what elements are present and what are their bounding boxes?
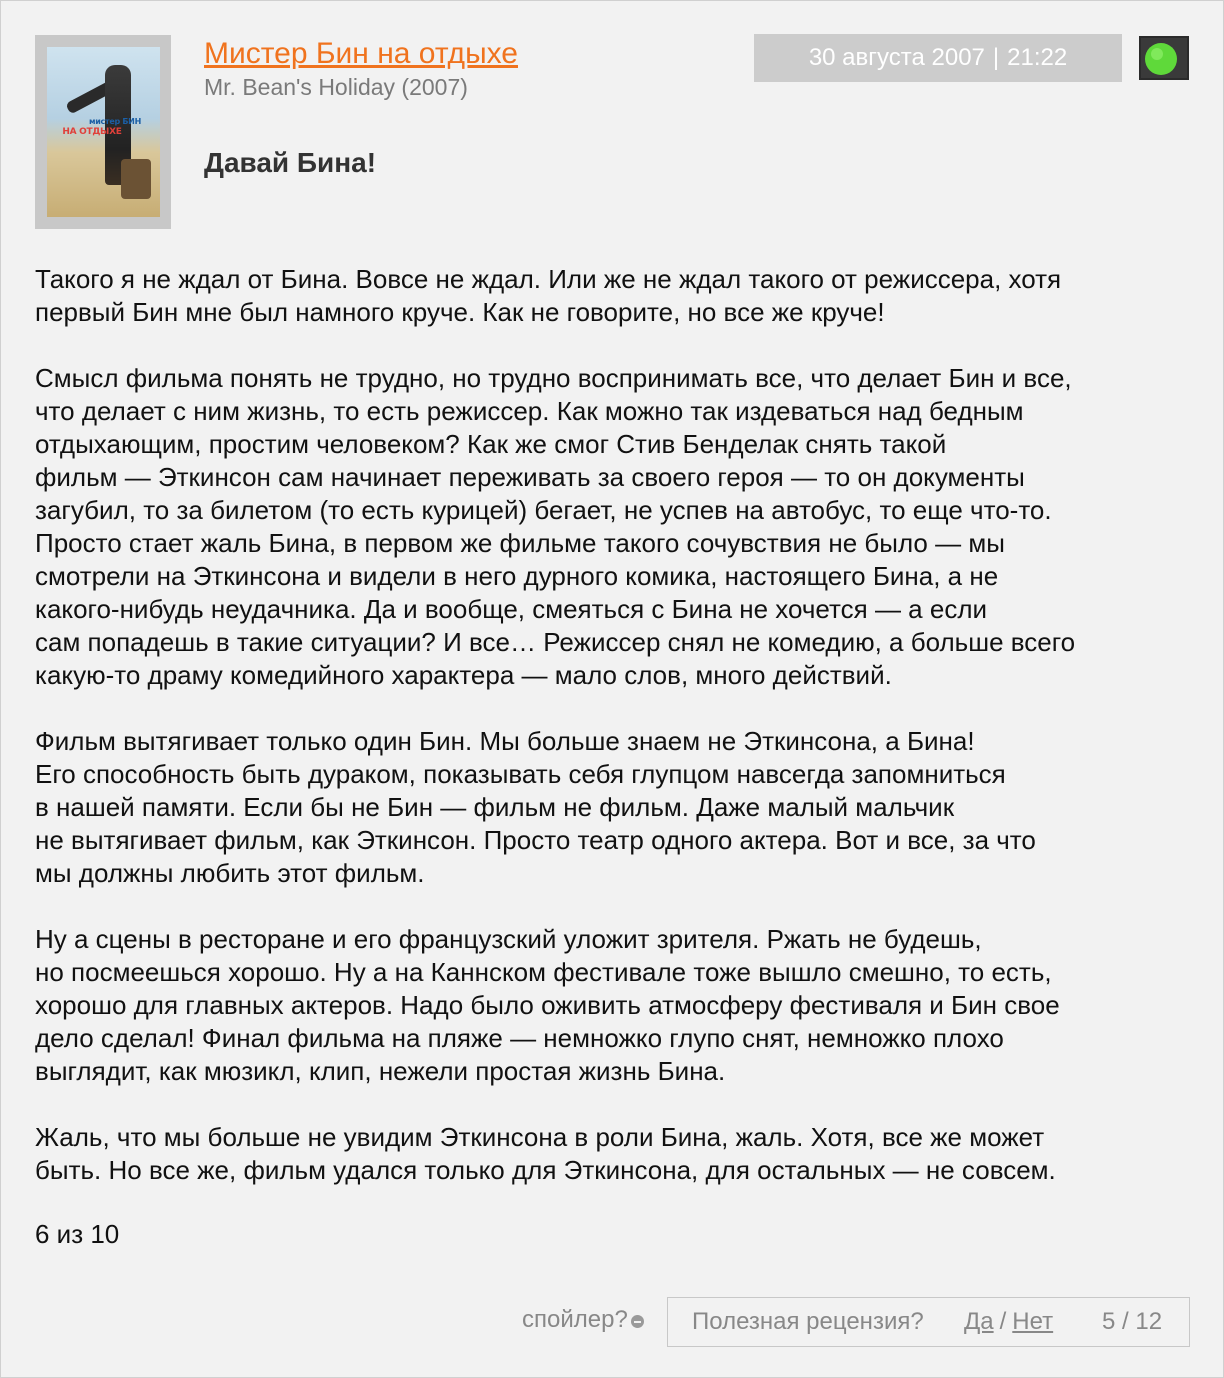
review-line: Фильм вытягивает только один Бин. Мы больше знаем не Эткинсона, а Бина! <box>35 726 975 756</box>
minus-circle-icon <box>631 1315 644 1328</box>
green-circle-icon <box>1139 36 1189 80</box>
review-line: какого-нибудь неудачника. Да и вообще, смеяться с Бина не хочется — а если <box>35 594 988 624</box>
review-line: какую-то драму комедийного характера — мало слов, много действий. <box>35 660 892 690</box>
useful-review-label: Полезная рецензия? <box>692 1308 924 1335</box>
review-line: Смысл фильма понять не трудно, но трудно воспринимать все, что делает Бин и все, <box>35 363 1072 393</box>
useful-review-box <box>667 1297 1190 1347</box>
review-paragraph <box>35 362 1195 692</box>
review-time: 21:22 <box>1007 44 1068 71</box>
review-paragraph <box>35 1121 1195 1187</box>
spoiler-label: спойлер? <box>522 1306 628 1333</box>
review-line: Просто стает жаль Бина, в первом же фильме такого сочувствия не было — мы <box>35 528 1005 558</box>
review-line: загубил, то за билетом (то есть курицей) бегает, не успев на автобус, то еще что-то. <box>35 495 1052 525</box>
review-line: фильм — Эткинсон сам начинает переживать за своего героя — то он документы <box>35 462 1025 492</box>
review-date: 30 августа 2007 <box>808 44 985 71</box>
review-line: что делает с ним жизнь, то есть режиссер. Как можно так издеваться над бедным <box>35 396 1024 426</box>
review-line: не вытягивает фильм, как Эткинсон. Просто театр одного актера. Вот и все, за что <box>35 825 1036 855</box>
datetime-separator: | <box>992 44 1000 71</box>
review-line: смотрели на Эткинсона и видели в него дурного комика, настоящего Бина, а не <box>35 561 999 591</box>
review-line: выглядит, как мюзикл, клип, нежели простая жизнь Бина. <box>35 1056 726 1086</box>
vote-score: 5 / 12 <box>1102 1308 1163 1335</box>
review-paragraph <box>35 923 1195 1088</box>
review-line: первый Бин мне был намного круче. Как не говорите, но все же круче! <box>35 297 885 327</box>
spoiler-toggle[interactable] <box>522 1306 644 1334</box>
review-rating: 6 из 10 <box>35 1219 120 1249</box>
review-paragraph <box>35 263 1195 329</box>
review-line: Ну а сцены в ресторане и его французский уложит зрителя. Ржать не будешь, <box>35 924 982 954</box>
vote-no-link[interactable]: Нет <box>1012 1308 1054 1335</box>
poster-image <box>47 47 160 217</box>
review-line: Такого я не ждал от Бина. Вовсе не ждал. Или же не ждал такого от режиссера, хотя <box>35 264 1062 294</box>
poster-title: НА ОТДЫХЕ <box>62 127 122 137</box>
movie-poster[interactable] <box>35 35 171 229</box>
review-paragraph <box>35 725 1195 890</box>
vote-separator: / <box>999 1308 1007 1335</box>
review-title: Давай Бина! <box>204 147 377 178</box>
review-line: дело сделал! Финал фильма на пляже — немножко глупо снят, немножко плохо <box>35 1023 1004 1053</box>
review-body <box>35 263 1195 1220</box>
vote-yes-link[interactable]: Да <box>964 1308 994 1335</box>
review-line: отдыхающим, простим человеком? Как же смог Стив Бенделак снять такой <box>35 429 947 459</box>
review-line: хорошо для главных актеров. Надо было оживить атмосферу фестиваля и Бин свое <box>35 990 1060 1020</box>
review-line: Жаль, что мы больше не увидим Эткинсона в роли Бина, жаль. Хотя, все же может <box>35 1122 1045 1152</box>
review-line: быть. Но все же, фильм удался только для Эткинсона, для остальных — не совсем. <box>35 1155 1056 1185</box>
original-title: Mr. Bean's Holiday (2007) <box>204 74 468 100</box>
vote-links <box>964 1298 1053 1346</box>
review-line: в нашей памяти. Если бы не Бин — фильм не фильм. Даже малый мальчик <box>35 792 955 822</box>
review-datetime <box>754 34 1122 82</box>
review-line: но посмеешься хорошо. Ну а на Каннском фестивале тоже вышло смешно, то есть, <box>35 957 1052 987</box>
review-line: мы должны любить этот фильм. <box>35 858 425 888</box>
movie-title-link[interactable]: Мистер Бин на отдыхе <box>204 37 518 70</box>
poster-suitcase <box>121 159 151 199</box>
review-line: сам попадешь в такие ситуации? И все… Режиссер снял не комедию, а больше всего <box>35 627 1076 657</box>
poster-title-top: мистер БИН <box>89 117 141 126</box>
review-line: Его способность быть дураком, показывать себя глупцом навсегда запомниться <box>35 759 1006 789</box>
